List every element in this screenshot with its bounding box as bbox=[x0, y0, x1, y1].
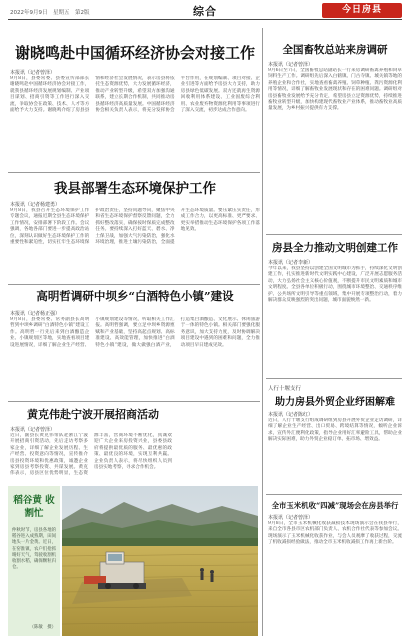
right-2-divider bbox=[266, 378, 402, 379]
article-2-headline: 我县部署生态环境保护工作 bbox=[54, 181, 216, 197]
article-3-byline: 本报讯（记者杨正强） bbox=[10, 311, 61, 317]
article-2-byline: 本报讯（记者杨建勇） bbox=[10, 202, 61, 208]
header-rule bbox=[8, 19, 402, 20]
right-2-headline: 房县全力推动文明创建工作 bbox=[272, 242, 398, 254]
article-1-headline: 谢晓鸣赴中国循环经济协会对接工作 bbox=[14, 44, 255, 62]
article-4-body: 近日，副县长黄克伟带队赴浙江宁波开展招商引资活动，先后走访考察多家企业，详细了解企业发展历程、生产经营、投资意向等情况，宣传推介房县投资环境和优惠政策，诚邀企业家到房县考察投资、共谋发展。黄克伟表示，房县区位优势明显，生态资源丰富，营商环境不断优化，真诚欢迎广大企业来房投资兴业，县委县政府将提供最优质的服务、最优惠的政策、最优良的环境，实现互利共赢。企业负责人表示，将尽快组织人员到房县实地考察，寻求合作机会。 bbox=[10, 433, 172, 477]
right-1-headline: 全国畜牧总站来房调研 bbox=[282, 44, 388, 56]
section-title: 综合 bbox=[193, 5, 217, 18]
article-4-headline: 黄克伟赴宁波开展招商活动 bbox=[27, 408, 159, 421]
masthead-bar bbox=[8, 2, 402, 22]
article-1-divider bbox=[8, 172, 260, 173]
right-3-divider bbox=[266, 494, 402, 495]
right-4-byline: 本报讯（记者曾泽） bbox=[268, 515, 314, 521]
article-2-body: 9月8日，我县召开生态环境保护工作专题会议，通报近期全县生态环境保护工作情况，安排部署下阶段工作。会议强调，各地各部门要进一步提高政治站位，深刻认识做好生态环境保护工作的重要性和紧迫性，切实扛牢生态环境保护政治责任，坚持问题导向，聚焦中央和省生态环境保护督察反馈问题，全力抓好整改落实，确保按时保质完成整改任务。要持续深入打好蓝天、碧水、净土保卫战，加强大气污染防治，强化水环境治理，推进土壤污染防治，全面提升生态环境质量。要压紧压实责任，形成工作合力，以更高标准、更严要求、更实举措推动生态环境保护各项工作落地见效。 bbox=[10, 208, 260, 246]
harvest-photo-image bbox=[62, 486, 258, 636]
harvest-photo bbox=[62, 486, 258, 636]
right-3-headline: 助力房县外贸企业纾困解难 bbox=[275, 397, 395, 408]
article-2-divider bbox=[8, 284, 260, 285]
column-divider bbox=[262, 28, 263, 636]
right-1-body: 9月6日至7日，全国畜牧总站副站长一行来房调研畜禽养殖和饲草饲料生产工作。调研组先后深入白鹤镇、门古寺镇、城关镇等地的养殖企业和合作社，实地查看畜禽养殖、饲草种植、粪污资源化利用等情况，详细了解畜牧业发展现状和存在的困难问题。调研组对房县畜牧业发展给予充分肯定，希望房县立足资源优势，持续推进畜牧业转型升级，加快构建现代畜牧业产业体系，推动畜牧业高质量发展，为乡村振兴提供有力支撑。 bbox=[268, 68, 402, 112]
right-1-byline: 本报讯（记者曾泽） bbox=[268, 62, 314, 68]
article-3-body: 9月8日，县委常委、常务副县长高明哲到中坝乡调研“白酒特色小镇”建设工作。高明哲一行先后来到白酒酿造企业、小镇规划区等地，实地查看项目建设进展情况，详细了解企业生产经营、小镇规划建设等情况，听取相关工作汇报。高明哲强调，要立足中坝乡资源禀赋和产业基础，坚持高起点规划、高标准建设、高效能管理，加快推进“白酒特色小镇”建设，做大做强白酒产业，打造集白酒酿造、文化展示、休闲旅游于一体的特色小镇。相关部门要强化服务意识，加大支持力度，及时协调解决项目建设中遇到的困难和问题，全力推动项目早日建成见效。 bbox=[10, 317, 260, 348]
right-2-body: 今年以来，我县坚持以创建全国文明城市为抓手，持续深化文明创建工作，扎实推进新时代文明实践中心建设，广泛开展志愿服务活动，大力弘扬社会主义核心价值观，不断提升市民文明素质和城市文明程度。全县各单位积极行动，围绕城市环境整治、交通秩序维护、公共场所文明引导等重点领域，集中开展专项整治行动，着力解决群众反映强烈的突出问题，城市面貌焕然一新。 bbox=[268, 266, 402, 304]
right-3-kicker: 人行十堰支行 bbox=[268, 386, 302, 392]
article-3-headline: 高明哲调研中坝乡“白酒特色小镇”建设 bbox=[36, 289, 234, 303]
photo-title: 稻谷黄 收割忙 bbox=[13, 495, 55, 519]
right-1-divider bbox=[266, 234, 402, 235]
right-4-headline: 全市玉米机收“四减”现场会在房县举行 bbox=[271, 501, 399, 510]
right-3-byline: 本报讯（记者陈红） bbox=[268, 412, 314, 418]
photo-caption: 仲秋时节，房县各地的稻谷进入成熟期，田间地头一片金黄。近日，在窑淮镇，农户们抢抓晴好天气，驾驶收割机收割水稻，确保颗粒归仓。 bbox=[12, 528, 56, 571]
article-4-byline: 本报讯（记者曾泽） bbox=[10, 427, 56, 433]
right-2-byline: 本报讯（记者李新） bbox=[268, 260, 314, 266]
article-1-body: 9月8日，县委常委、县委宣传部部长谢晓鸣赴中国循环经济协会对接工作，就我县循环经济发展规划编制、产业项目谋划、招商引资等工作进行深入交流，争取协会在政策、技术、人才等方面给予大力支持。谢晓鸣介绍了房县县情和经济社会发展情况，表示房县将依托生态资源优势，大力发展循环经济，推动产业转型升级，希望双方加强沟通联系，建立长期合作机制，共同推动房县循环经济高质量发展。中国循环经济协会相关负责人表示，将充分发挥协会平台作用，在规划编制、项目对接、企业引进等方面给予房县大力支持，助力房县绿色低碳发展。双方还就再生资源回收利用体系建设、工业固废综合利用、农业废弃物资源化利用等事项进行了深入交流，初步达成合作意向。 bbox=[10, 76, 260, 114]
article-3-divider bbox=[8, 401, 260, 402]
photo-caption-panel bbox=[8, 486, 60, 636]
issue-date: 2022年9月9日 星期五 第2版 bbox=[10, 10, 90, 16]
photo-author: （陈敏 摄） bbox=[29, 625, 56, 630]
article-1-byline: 本报讯（记者曾泽） bbox=[10, 70, 56, 76]
right-4-body: 9月8日，全市玉米机械化收获减损技术现场演示会在我县举行，来自全市各县市区农机部门负责人、农机合作社代表等参加会议。现场演示了玉米机械化收获作业，与会人员观摩了收获过程，交流了机收减损经验做法，推动全市玉米机收减损工作再上新台阶。 bbox=[268, 521, 402, 546]
right-3-body: 近日，人行十堰支行组成调研组到房县开展外贸企业走访调研，详细了解企业生产经营、出口贸易、跨境结算等情况，倾听企业诉求，宣传外汇便利化政策，指导企业用好汇率避险工具，帮助企业解决实际困难，助力外贸企业稳订单、拓市场、增效益。 bbox=[268, 418, 402, 443]
newspaper-logo: 今日房县 bbox=[322, 3, 402, 18]
